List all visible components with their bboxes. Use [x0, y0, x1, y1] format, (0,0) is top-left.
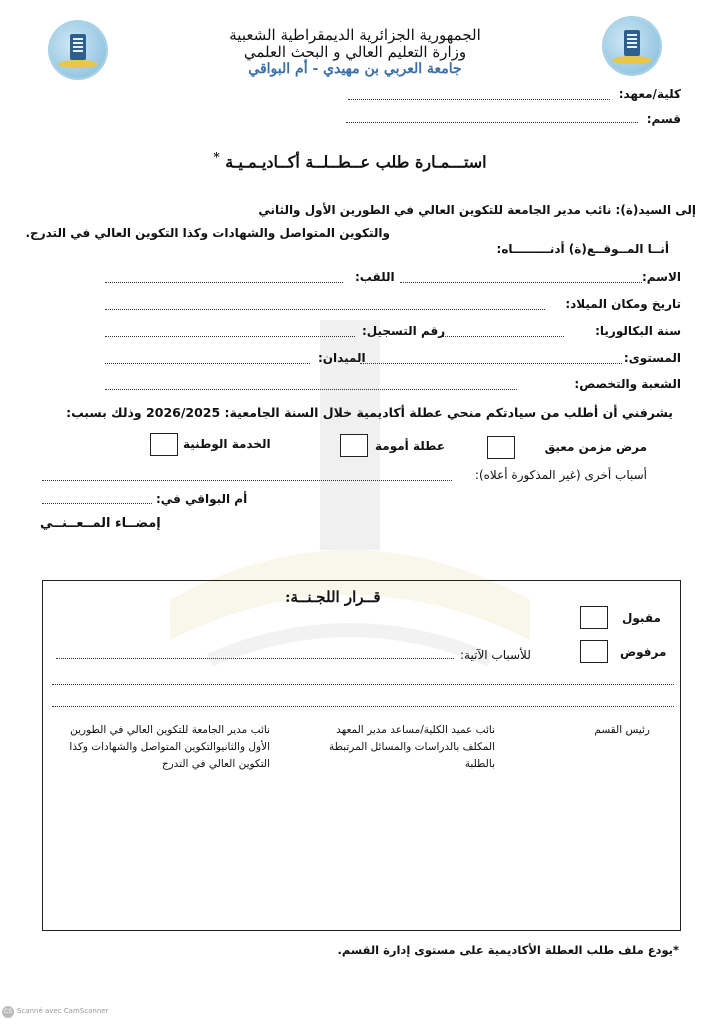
header-republic: الجمهورية الجزائرية الديمقراطية الشعبية — [229, 26, 481, 44]
university-logo-left — [50, 22, 106, 78]
faculty-field[interactable] — [348, 99, 610, 100]
vice-dean-label: نائب عميد الكلية/مساعد مدير المعهد المكلف بالدراسات والمسائل المرتبطة بالطلبة — [328, 724, 495, 770]
bac-year-label: سنة البكالوريا: — [595, 324, 681, 338]
birth-field[interactable] — [105, 309, 545, 310]
reason-chronic-label: مرض مزمن معيق — [544, 440, 647, 454]
bac-year-field[interactable] — [440, 336, 564, 337]
surname-field[interactable] — [105, 282, 343, 283]
reasons-field-2[interactable] — [52, 684, 674, 685]
request-text: يشرفني أن أطلب من سيادتكم منحي عطلة أكاديمية خلال السنة الجامعية: 2026/2025 وذلك بسبب: — [66, 405, 673, 420]
branch-label: الشعبة والتخصص: — [574, 377, 681, 391]
reason-chronic-checkbox[interactable] — [487, 436, 515, 459]
head-department-label: رئيس القسم — [594, 724, 650, 736]
addressee-line1: إلى السيد(ة): نائب مدير الجامعة للتكوين العالي في الطورين الأول والثاني — [258, 203, 696, 217]
department-label: قسم: — [646, 112, 681, 126]
accepted-checkbox[interactable] — [580, 606, 608, 629]
branch-field[interactable] — [105, 389, 517, 390]
camscanner-logo-icon: CS — [2, 1006, 14, 1018]
accepted-label: مقبول — [622, 611, 661, 625]
rejected-label: مرفوض — [620, 645, 667, 659]
vice-rector-label: نائب مدير الجامعة للتكوين العالي في الطورين الأول والثانيوالتكوين المتواصل والشهادات وكذا التكوين العالي في التدرج — [69, 724, 270, 770]
reg-number-field[interactable] — [105, 336, 355, 337]
name-label: الاسم: — [641, 270, 681, 284]
form-title — [200, 150, 500, 171]
reg-number-label: رقم التسجيل: — [362, 324, 446, 338]
reasons-field-3[interactable] — [52, 706, 674, 707]
reason-maternity-checkbox[interactable] — [340, 434, 368, 457]
reason-other-label: أسباب أخرى (غير المذكورة أعلاه): — [474, 468, 647, 482]
committee-title: قــرار اللجـنــة: — [285, 588, 381, 606]
reason-other-field[interactable] — [42, 480, 452, 481]
domain-label: الميدان: — [318, 351, 366, 365]
place-date-field[interactable] — [42, 503, 152, 504]
rejected-checkbox[interactable] — [580, 640, 608, 663]
addressee-line2: والتكوين المتواصل والشهادات وكذا التكوين العالي في التدرج. — [25, 226, 390, 240]
header-ministry: وزارة التعليم العالي و البحث العلمي — [243, 43, 467, 61]
name-field[interactable] — [400, 282, 642, 283]
place-date-label: أم البواقي في: — [156, 492, 248, 506]
reason-national-service-label: الخدمة الوطنية — [183, 437, 271, 451]
title-text: استـــمـارة طلب عــطــلــة أكــاديـمـيـة — [225, 152, 487, 172]
faculty-label: كلية/معهد: — [618, 87, 681, 101]
reasons-label: للأسباب الآتية: — [460, 648, 531, 662]
domain-field[interactable] — [105, 363, 310, 364]
department-field[interactable] — [346, 122, 638, 123]
birth-label: تاريخ ومكان الميلاد: — [565, 297, 681, 311]
footnote: *يودع ملف طلب العطلة الأكاديمية على مستوى إدارة القسم. — [337, 943, 679, 957]
signature-label: إمضــاء المــعــنــي — [40, 516, 161, 531]
reason-maternity-label: عطلة أمومة — [375, 439, 446, 453]
level-field[interactable] — [360, 363, 622, 364]
undersigned-label: أنــا المــوقــع(ة) أدنـــــــــاه: — [496, 242, 669, 256]
reason-national-service-checkbox[interactable] — [150, 433, 178, 456]
level-label: المستوى: — [623, 351, 681, 365]
surname-label: اللقب: — [355, 270, 395, 284]
camscanner-mark — [2, 1006, 108, 1018]
title-asterisk: * — [213, 150, 220, 164]
header-university: جامعة العربي بن مهيدي - أم البواقي — [248, 61, 462, 77]
camscanner-text: Scanné avec CamScanner — [17, 1007, 109, 1015]
university-logo-right — [604, 18, 660, 74]
reasons-field[interactable] — [56, 658, 454, 659]
